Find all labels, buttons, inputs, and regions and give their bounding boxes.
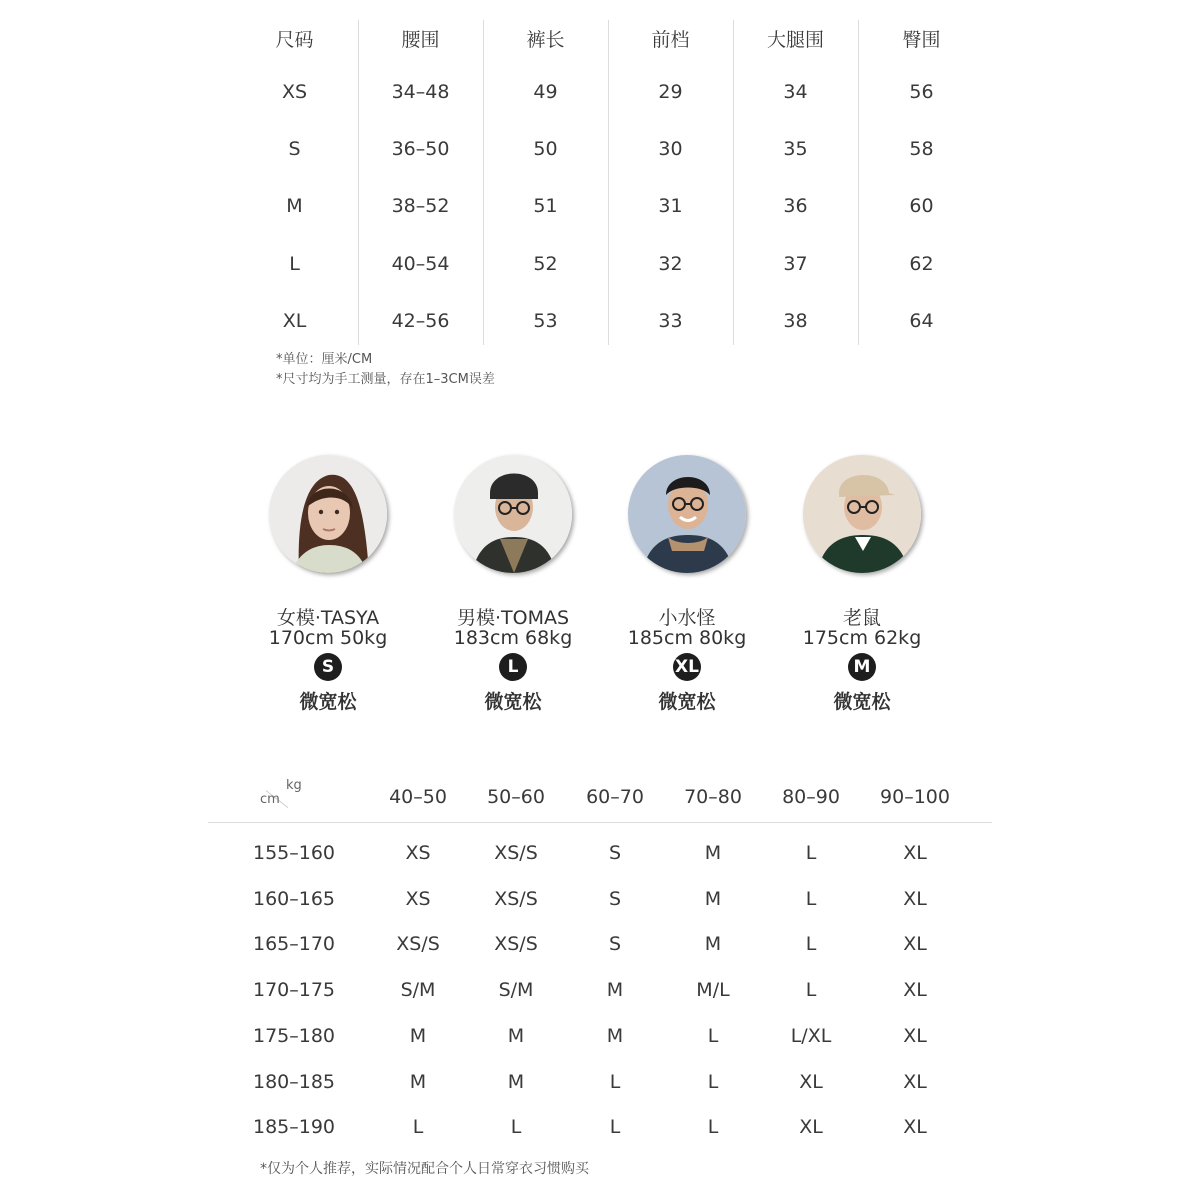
size-column-front-rise [608,12,733,342]
cell: M [286,195,303,217]
size-column-waist [358,12,483,342]
fit-label: 微宽松 [658,691,716,713]
size-cell: S/M [498,979,534,1002]
cell: 56 [909,81,934,103]
size-column-size [232,12,357,342]
header-thigh: 大腿围 [766,29,824,51]
size-cell: XS/S [396,933,440,956]
model-name: 女模·TASYA [276,607,380,629]
size-cell: XS/S [494,933,538,956]
model-card-laoshu [762,455,962,720]
size-column-thigh [733,12,858,342]
size-cell: M [409,1024,427,1047]
cell: 29 [658,81,683,103]
size-badge: S [314,653,342,681]
header-size: 尺码 [275,29,314,51]
size-cell: M [409,1070,427,1093]
weight-header: 80–90 [782,786,840,808]
model-stats: 183cm 68kg [453,627,573,649]
cell: 60 [909,195,934,217]
header-hip: 臀围 [902,29,941,51]
cell: 64 [909,310,934,332]
size-badge: M [848,653,876,681]
corner-cm-label: cm [260,792,280,807]
fit-label: 微宽松 [484,691,542,713]
cell: 36–50 [391,138,450,160]
size-cell: M [606,979,624,1002]
size-cell: S [608,887,622,910]
size-cell: L [510,1116,522,1139]
model-photo-icon [803,455,921,573]
male-model-photo-icon [454,455,572,573]
height-label: 155–160 [252,842,336,864]
cell: XS [281,81,308,103]
size-badge: XL [673,653,701,681]
cell: 33 [658,310,683,332]
cell: 36 [783,195,808,217]
female-model-photo-icon [269,455,387,573]
size-cell: S/M [400,979,436,1002]
size-cell: XL [903,1070,927,1093]
size-cell: L [609,1116,621,1139]
size-cell: XL [799,1116,823,1139]
cell: L [289,253,300,275]
header-length: 裤长 [526,29,565,51]
size-cell: XL [903,1116,927,1139]
recommendation-footnote: *仅为个人推荐，实际情况配合个人日常穿衣习惯购买 [260,1161,589,1177]
size-cell: XL [799,1070,823,1093]
header-waist: 腰围 [401,29,440,51]
size-badge: L [499,653,527,681]
model-name: 小水怪 [658,607,716,629]
model-stats: 170cm 50kg [268,627,388,649]
size-cell: XL [903,842,927,864]
cell: 58 [909,138,934,160]
size-cell: L [707,1116,719,1139]
note-unit: *单位：厘米/CM [276,352,373,367]
size-cell: L [609,1070,621,1093]
header-divider [208,822,992,823]
size-cell: S [608,933,622,956]
cell: 37 [783,253,808,275]
size-cell: XS [405,842,431,864]
model-photo-icon [628,455,746,573]
cell: 34–48 [391,81,450,103]
size-cell: M [704,842,722,864]
weight-header: 40–50 [389,786,447,808]
model-stats: 175cm 62kg [802,627,922,649]
cell: 30 [658,138,683,160]
height-label: 160–165 [252,887,336,910]
size-notes [276,350,495,390]
cell: 32 [658,253,683,275]
size-cell: S [608,842,622,864]
size-cell: L [707,1024,719,1047]
cell: 42–56 [391,310,450,332]
height-label: 185–190 [252,1116,336,1139]
size-cell: M [704,933,722,956]
cell: 35 [783,138,808,160]
cell: 50 [533,138,558,160]
size-cell: L [805,979,817,1002]
weight-header: 50–60 [487,786,545,808]
size-cell: XL [903,979,927,1002]
height-label: 170–175 [252,979,336,1002]
size-cell: L [805,887,817,910]
cell: 51 [533,195,558,217]
height-label: 180–185 [252,1070,336,1093]
size-column-length [483,12,608,342]
size-cell: L [805,842,817,864]
model-card-tomas [413,455,613,720]
cell: 34 [783,81,808,103]
model-card-xiaoshuiguai [587,455,787,720]
size-cell: M/L [696,979,730,1002]
size-cell: XS/S [494,842,538,864]
weight-header: 60–70 [586,786,644,808]
size-table [232,12,984,342]
corner-kg-label: kg [286,778,302,793]
fit-label: 微宽松 [833,691,891,713]
note-error: *尺寸均为手工测量，存在1–3CM误差 [276,372,495,387]
cell: S [288,138,301,160]
height-label: 175–180 [252,1024,336,1047]
model-name: 老鼠 [842,607,881,629]
model-stats: 185cm 80kg [627,627,747,649]
cell: 38 [783,310,808,332]
height-label: 165–170 [252,933,336,956]
cell: 53 [533,310,558,332]
size-cell: XS/S [494,887,538,910]
weight-header: 90–100 [880,786,950,808]
model-name: 男模·TOMAS [456,607,570,629]
cell: 38–52 [391,195,450,217]
cell: XL [282,310,307,332]
size-cell: M [704,887,722,910]
cell: 49 [533,81,558,103]
header-front-rise: 前档 [651,29,690,51]
model-card-tasya [228,455,428,720]
size-cell: M [606,1024,624,1047]
cell: 52 [533,253,558,275]
size-recommendation-table [208,770,992,1170]
table-corner [258,774,302,808]
size-cell: XL [903,887,927,910]
size-cell: XS [405,887,431,910]
weight-header: 70–80 [684,786,742,808]
size-cell: XL [903,1024,927,1047]
size-column-hip [859,12,984,342]
size-cell: M [507,1024,525,1047]
size-cell: L [707,1070,719,1093]
size-cell: L [412,1116,424,1139]
cell: 62 [909,253,934,275]
size-cell: M [507,1070,525,1093]
fit-label: 微宽松 [299,691,357,713]
cell: 31 [658,195,683,217]
size-cell: L/XL [790,1024,832,1047]
cell: 40–54 [391,253,450,275]
size-cell: L [805,933,817,956]
size-cell: XL [903,933,927,956]
